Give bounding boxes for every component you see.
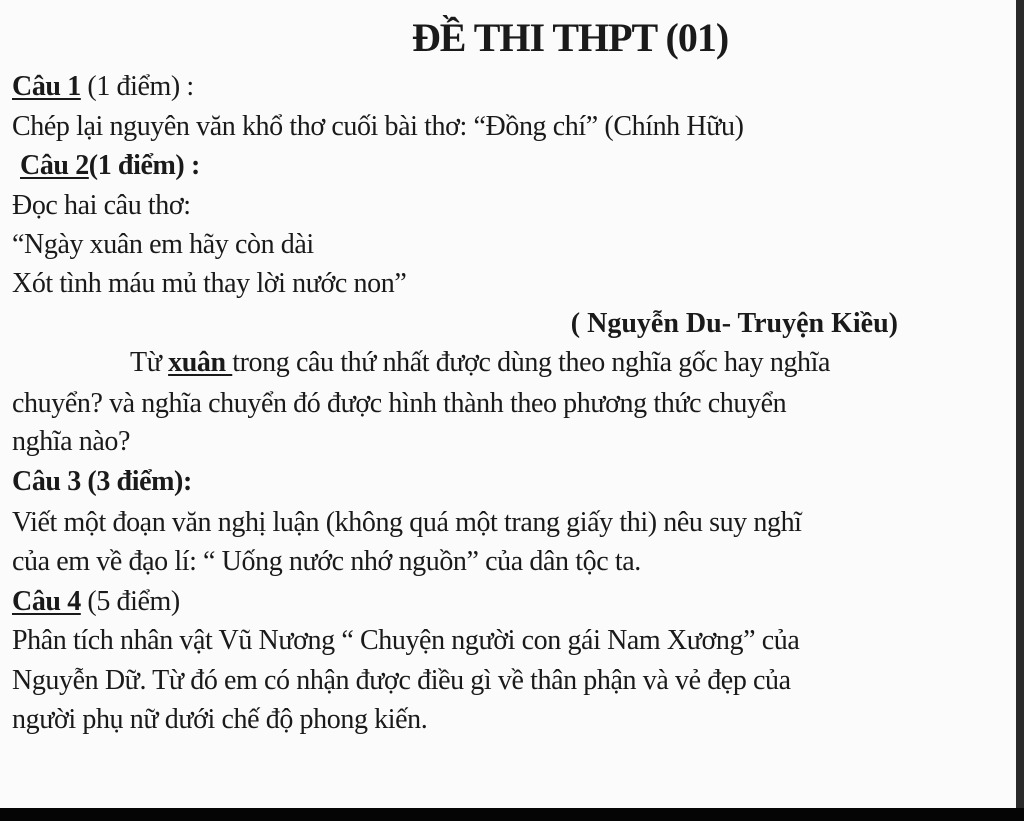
question-3-line-1: Viết một đoạn văn nghị luận (không quá một trang giấy thi) nêu suy nghĩ (12, 507, 802, 538)
question-2-heading (20, 149, 200, 183)
question-3-label: Câu 3 (12, 466, 81, 497)
question-2-points: (1 điểm) : (88, 150, 200, 181)
question-2-verse-1: “Ngày xuân em hãy còn dài (12, 229, 314, 260)
question-3-points: (3 điểm): (80, 466, 192, 497)
question-3-line-2: của em về đạo lí: “ Uống nước nhớ nguồn” của dân tộc ta. (12, 546, 641, 577)
question-4-line-2: Nguyễn Dữ. Từ đó em có nhận được điều gì về thân phận và vẻ đẹp của (12, 665, 791, 696)
question-1-label: Câu 1 (12, 71, 81, 102)
question-2-label: Câu 2 (20, 150, 89, 181)
question-1-heading (12, 70, 194, 104)
question-2-prompt-line-2: chuyển? và nghĩa chuyển đó được hình thành theo phương thức chuyển (12, 388, 787, 419)
question-3-heading (12, 465, 192, 499)
question-4-label: Câu 4 (12, 586, 81, 617)
bottom-border (0, 808, 1024, 821)
question-2-intro: Đọc hai câu thơ: (12, 190, 191, 221)
question-2-keyword: xuân (168, 347, 233, 378)
question-2-prompt-post: trong câu thứ nhất được dùng theo nghĩa gốc hay nghĩa (232, 347, 831, 378)
question-4-points: (5 điểm) (80, 586, 180, 617)
question-2-verse-2: Xót tình máu mủ thay lời nước non” (12, 268, 407, 299)
question-2-prompt-line-3: nghĩa nào? (12, 426, 131, 457)
question-2-source: ( Nguyễn Du- Truyện Kiều) (570, 308, 898, 339)
question-4-heading (12, 585, 180, 619)
question-2-prompt-line-1 (130, 346, 830, 380)
right-border (1016, 0, 1024, 808)
page-title: ĐỀ THI THPT (01) (411, 15, 729, 60)
question-4-line-3: người phụ nữ dưới chế độ phong kiến. (12, 704, 428, 735)
question-1-points: (1 điểm) : (80, 71, 194, 102)
question-2-prompt-pre: Từ (130, 347, 169, 378)
question-4-line-1: Phân tích nhân vật Vũ Nương “ Chuyện người con gái Nam Xương” của (12, 625, 800, 656)
question-1-text: Chép lại nguyên văn khổ thơ cuối bài thơ: “Đồng chí” (Chính Hữu) (12, 111, 744, 142)
